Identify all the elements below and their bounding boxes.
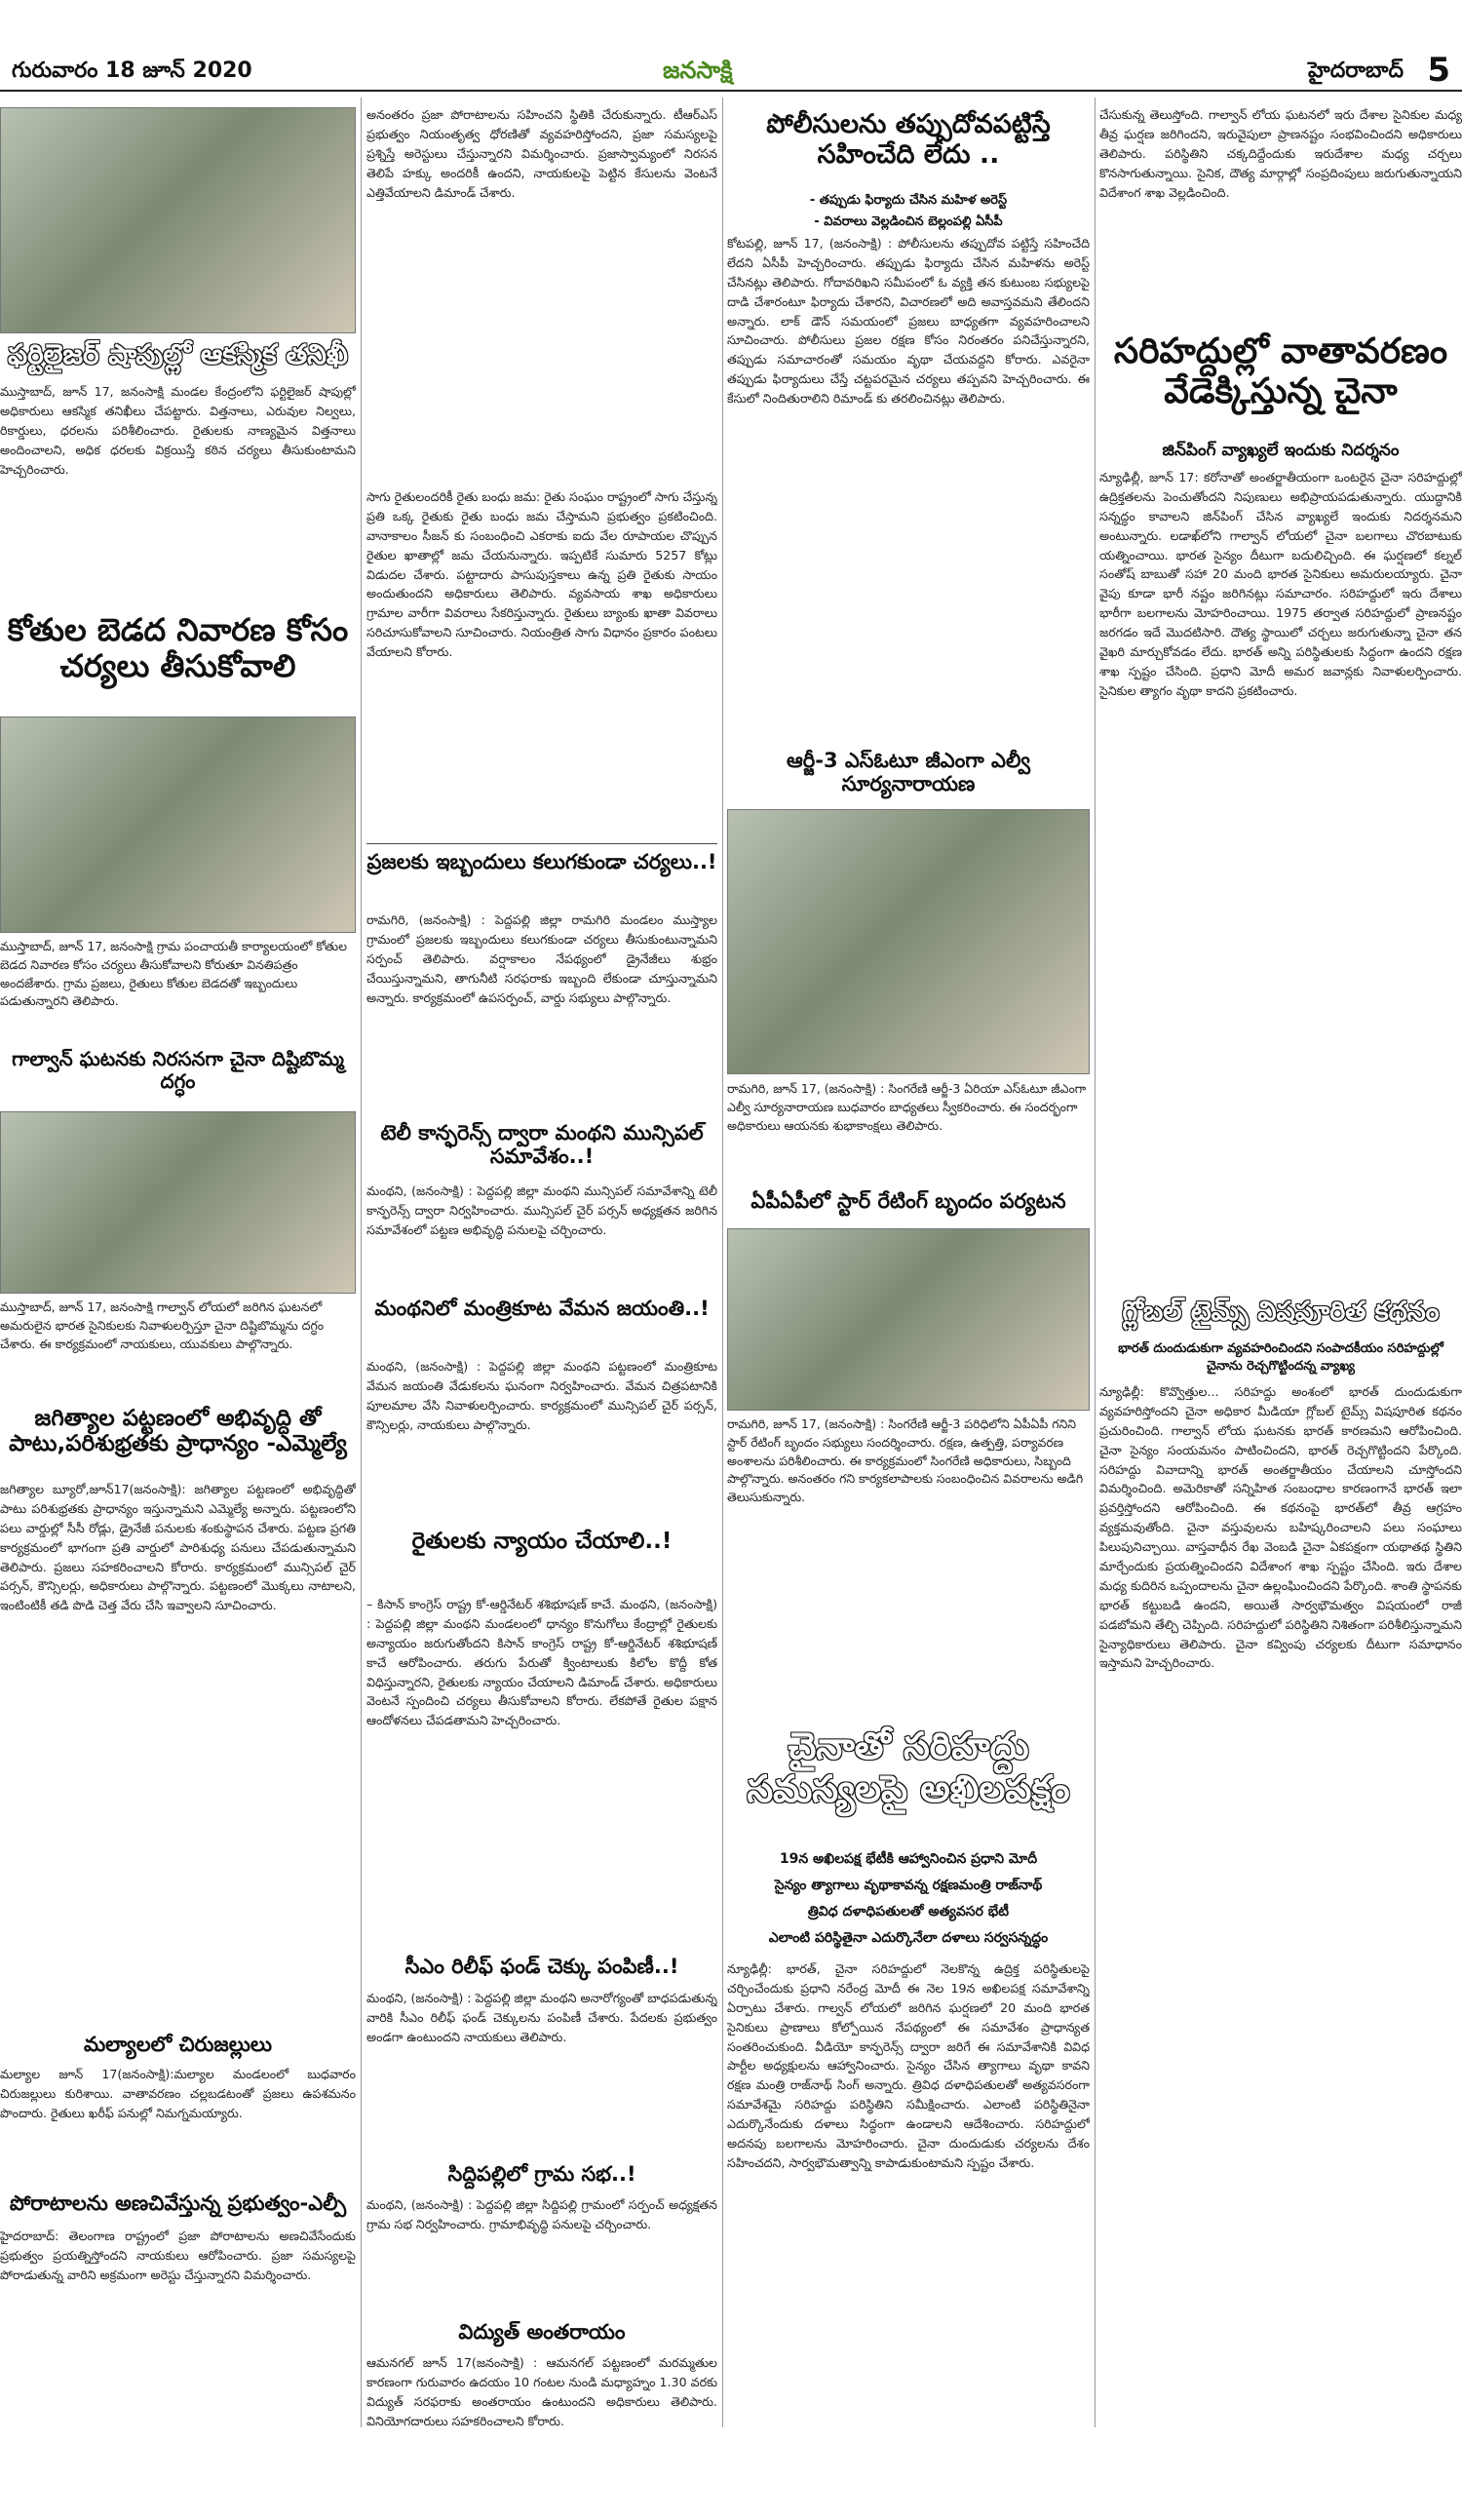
article-fertilizer: ముస్తాబాద్‌, జూన్‌ 17, జనంసాక్షి మండల కేంద్రంలోని ఫర్టిలైజర్ షాపుల్లో అధికారులు ఆకస్మిక తనిఖీలు చేపట్టారు. విత్తనాలు, ఎరువుల నిల్వలు, రికార్డులు, ధరలను పరిశీలించారు. రైతులకు నాణ్యమైన విత్తనాలు అందించాలని, అధిక ధరలకు విక్రయిస్తే కఠిన చర్యలు తీసుకుంటామని హెచ్చరించారు. (0, 384, 356, 477)
headline-vemana-jayanti: మంథనిలో మంత్రికూట వేమన జయంతి..! (374, 1297, 710, 1320)
page-number: 5 (1427, 51, 1450, 90)
headline-farmers-justice: రైతులకు న్యాయం చేయాలి..! (411, 1529, 673, 1554)
headline-jagityal: జగిత్యాల పట్టణంలో అభివృద్ది తో పాటు,పరిశుభ్రతకు ప్రాధాన్యం -ఎమ్మెల్యే (9, 1406, 347, 1457)
article-teleconference: మంథని, (జనంసాక్షి) : పెద్దపల్లి జిల్లా మంథని మున్సిపల్ సమావేశాన్ని టెలీ కాన్ఫరెన్స్ ద్వారా నిర్వహించారు. మున్సిపల్ చైర్ పర్సన్ అధ్యక్షతన జరిగిన సమావేశంలో పట్టణ అభివృద్ధి పనులపై చర్చించారు. (366, 1183, 717, 1237)
headline-cm-relief: సీఎం రిలీఫ్ ఫండ్ చెక్కు పంపిణీ..! (404, 1955, 679, 1978)
subhead-global-times: భారత్ దుందుడుకుగా వ్యవహరించిందని సంపాదకీయం సరిహద్దుల్లో చైనాను రెచ్చగొట్టిందన్న వ్యాఖ్య (1118, 1341, 1443, 1374)
edition-city: హైదరాబాద్ (1308, 58, 1404, 83)
headline-global-times: గ్లోబల్ టైమ్స్ విషపూరిత కథనం (1122, 1297, 1440, 1327)
subhead-allparty-2: సైన్యం త్యాగాలు వృథాకావన్న రక్షణమంత్రి రాజ్‌నాథ్ (774, 1878, 1043, 1893)
headline-rg3-gm: ఆర్జీ-3 ఎస్ఓటూ జీఎంగా ఎల్వీ సూర్యనారాయణ (787, 749, 1030, 796)
photo-star-rating-team (727, 1228, 1090, 1411)
headline-monkey-menace: కోతుల బెడద నివారణ కోసం చర్యలు తీసుకోవాలి (7, 611, 349, 684)
caption-star-rating: రామగిరి, జూన్ 17, (జనంసాక్షి) : సింగరేణి ఆర్జీ-3 పరిధిలోని ఏపీఏపీ గనిని స్టార్ రేటింగ్ బృందం సభ్యులు సందర్శించారు. రక్షణ, ఉత్పత్తి, పర్యావరణ అంశాలను పరిశీలించారు. ఈ కార్యక్రమంలో సింగరేణి అధికారులు, సిబ్బంది పాల్గొన్నారు. అనంతరం గని కార్యకలాపాలకు సంబంధించిన వివరాలను అడిగి తెలుసుకున్నారు. (727, 1416, 1084, 1504)
photo-gm-charge (727, 809, 1090, 1074)
subhead-jinping: జిన్‌పింగ్ వ్యాఖ్యలే ఇందుకు నిదర్శనం (1162, 441, 1400, 460)
article-police: కోటపల్లి, జూన్ 17, (జనంసాక్షి) : పోలీసులను తప్పుదోవ పట్టిస్తే సహించేది లేదని ఏసీపీ హెచ్చరించారు. తప్పుడు ఫిర్యాదు చేసిన మహిళను అరెస్ట్ చేసినట్లు తెలిపారు. గోదావరిఖని సమీపంలో ఓ వ్యక్తి తన కుటుంబ సభ్యులపై దాడి చేశారంటూ ఫిర్యాదు చేశారని, విచారణలో అది అవాస్తవమని తేలిందని అన్నారు. లాక్ డౌన్ సమయంలో ప్రజలు బాధ్యతగా వ్యవహరించాలని సూచించారు. పోలీసులు ప్రజల రక్షణ కోసం నిరంతరం పనిచేస్తున్నారని, తప్పుడు సమాచారంతో సమయం వృథా చేయవద్దని కోరారు. ఎవరైనా తప్పుడు ఫిర్యాదులు చేస్తే చట్టపరమైన చర్యలు తప్పవని హెచ్చరించారు. ఈ కేసులో నిందితురాలిని రిమాండ్ కు తరలించినట్లు తెలిపారు. (727, 236, 1090, 407)
headline-all-party-meet: చైనాతో సరిహద్దు సమస్యలపై అఖిలపక్షం (747, 1725, 1070, 1810)
caption-monkey: ముస్తాబాద్‌, జూన్‌ 17, జనంసాక్షి గ్రామ పంచాయతీ కార్యాలయంలో కోతుల బెడద నివారణ కోసం చర్యలు తీసుకోవాలని కోరుతూ వినతిపత్రం అందజేశారు. గ్రామ ప్రజలు, రైతులు కోతుల బెడదతో ఇబ్బందులు పడుతున్నారని తెలిపారు. (0, 939, 347, 1009)
article-jagityal: జగిత్యాల బ్యూరో,జూన్17(జనంసాక్షి): జగిత్యాల పట్టణంలో అభివృద్ధితో పాటు పరిశుభ్రతకు ప్రాధాన్యం ఇస్తున్నామని ఎమ్మెల్యే అన్నారు. పట్టణంలోని పలు వార్డుల్లో సీసీ రోడ్లు, డ్రైనేజీ పనులకు శంకుస్థాపన చేశారు. పట్టణ ప్రగతి కార్యక్రమంలో భాగంగా ప్రతి వార్డులో పారిశుధ్య పనులు చేపడుతున్నామని తెలిపారు. ప్రజలు సహకరించాలని కోరారు. కార్యక్రమంలో మున్సిపల్ చైర్ పర్సన్, కౌన్సిలర్లు, అధికారులు పాల్గొన్నారు. పట్టణంలో మొక్కలు నాటాలని, ఇంటింటికీ తడి పొడి చెత్త వేరు చేసి ఇవ్వాలని సూచించారు. (0, 1482, 356, 1613)
headline-public-measures: ప్రజలకు ఇబ్బందులు కలుగకుండా చర్యలు..! (366, 850, 717, 873)
article-farmers-justice: – కిసాన్ కాంగ్రెస్ రాష్ట్ర కో-ఆర్డినేటర్ శశిభూషణ్ కాచే. మంథని, (జనంసాక్షి) : పెద్దపల్లి జిల్లా మంథని మండలంలో ధాన్యం కొనుగోలు కేంద్రాల్లో రైతులకు అన్యాయం జరుగుతోందని కిసాన్ కాంగ్రెస్ రాష్ట్ర కో-ఆర్డినేటర్ శశిభూషణ్ కాచే ఆరోపించారు. తరుగు పేరుతో క్వింటాలుకు కిలోల కొద్దీ కోత విధిస్తున్నారని, రైతులకు న్యాయం చేయాలని డిమాండ్ చేశారు. అధికారులు వెంటనే స్పందించి చర్యలు తీసుకోవాలని కోరారు. లేకపోతే రైతుల పక్షాన ఆందోళనలు చేపడతామని హెచ్చరించారు. (366, 1597, 717, 1728)
article-continued-top: అనంతరం ప్రజా పోరాటాలను సహించని స్థితికి చేరుకున్నారు. టీఆర్ఎస్ ప్రభుత్వం నియంతృత్వ ధోరణితో వ్యవహరిస్తోందని, ప్రజా సమస్యలపై ప్రశ్నిస్తే అరెస్టులు చేస్తున్నారని విమర్శించారు. ప్రజాస్వామ్యంలో నిరసన తెలిపే హక్కు అందరికీ ఉందని, నాయకులపై పెట్టిన కేసులను వెంటనే ఎత్తివేయాలని డిమాండ్ చేశారు. (366, 107, 717, 200)
subhead-police-2: - వివరాలు వెల్లడించిన బెల్లంపల్లి ఏసీపీ (814, 214, 1003, 229)
photo-effigy-burning (0, 1111, 356, 1294)
headline-teleconference: టెలీ కాన్ఫరెన్స్ ద్వారా మంథని మున్సిపల్ సమావేశం..! (380, 1121, 704, 1169)
article-continued-border: చేసుకున్న తెలుస్తోంది. గాల్వాన్ లోయ ఘటనలో ఇరు దేశాల సైనికుల మధ్య తీవ్ర ఘర్షణ జరిగిందని, ఇరువైపులా ప్రాణనష్టం సంభవించిందని అధికారులు తెలిపారు. పరిస్థితిని చక్కదిద్దేందుకు ఇరుదేశాల మధ్య చర్చలు కొనసాగుతున్నాయి. సైనిక, దౌత్య మార్గాల్లో సంప్రదింపులు జరుగుతున్నాయని విదేశాంగ శాఖ వెల్లడించింది. (1099, 107, 1462, 200)
article-all-party: న్యూఢిల్లీ: భారత్, చైనా సరిహద్దులో నెలకొన్న ఉద్రిక్త పరిస్థితులపై చర్చించేందుకు ప్రధాని నరేంద్ర మోదీ ఈ నెల 19న అఖిలపక్ష సమావేశాన్ని ఏర్పాటు చేశారు. గాల్వన్ లోయలో జరిగిన ఘర్షణలో 20 మంది భారత సైనికులు ప్రాణాలు కోల్పోయిన నేపథ్యంలో ఈ సమావేశం ప్రాధాన్యత సంతరించుకుంది. వీడియో కాన్ఫరెన్స్ ద్వారా జరిగే ఈ సమావేశానికి వివిధ పార్టీల అధ్యక్షులను ఆహ్వానించారు. సైన్యం చేసిన త్యాగాలు వృథా కావని రక్షణ మంత్రి రాజ్‌నాథ్ సింగ్ అన్నారు. త్రివిధ దళాధిపతులతో అత్యవసరంగా సమావేశమై సరిహద్దు పరిస్థితిని సమీక్షించారు. ఎలాంటి పరిస్థితినైనా ఎదుర్కొనేందుకు దళాలు సిద్ధంగా ఉండాలని ఆదేశించారు. సరిహద్దులో అదనపు బలగాలను మోహరించారు. చైనా దుందుడుకు చర్యలను దేశం సహించదని, సార్వభౌమత్వాన్ని కాపాడుకుంటామని స్పష్టం చేశారు. (727, 1961, 1090, 2170)
subhead-police-1: - తప్పుడు ఫిర్యాదు చేసిన మహిళ అరెస్ట్ (809, 193, 1008, 208)
caption-gm: రామగిరి, జూన్ 17, (జనంసాక్షి) : సింగరేణి ఆర్జీ-3 ఏరియా ఎస్ఓటూ జీఎంగా ఎల్వీ సూర్యనారాయణ బుధవారం బాధ్యతలు స్వీకరించారు. ఈ సందర్భంగా అధికారులు ఆయనకు శుభాకాంక్షలు తెలిపారు. (727, 1081, 1087, 1133)
masthead-logo: జనసాక్షి (663, 57, 733, 84)
issue-date: గురువారం 18 జూన్ 2020 (12, 58, 252, 83)
article-malyal-rain: మల్యాల జూన్ 17(జనంసాక్షి):మల్యాల మండలంలో బుధవారం చిరుజల్లులు కురిశాయి. వాతావరణం చల్లబడటంతో ప్రజలు ఉపశమనం పొందారు. రైతులు ఖరీఫ్ పనుల్లో నిమగ్నమయ్యారు. (0, 2067, 356, 2120)
page-header (0, 0, 1462, 92)
photo-fertilizer-inspection (0, 107, 356, 333)
headline-power-outage: విద్యుత్ అంతరాయం (458, 2320, 626, 2344)
headline-star-rating: ఏపీఏపీలో స్టార్ రేటింగ్ బృందం పర్యటన (750, 1189, 1066, 1213)
article-protests-suppressed: హైదరాబాద్‌: తెలంగాణ రాష్ట్రంలో ప్రజా పోరాటాలను అణచివేసేందుకు ప్రభుత్వం ప్రయత్నిస్తోందని నాయకులు ఆరోపించారు. ప్రజా సమస్యలపై పోరాడుతున్న వారిని అక్రమంగా అరెస్టు చేస్తున్నారని విమర్శించారు. (0, 2229, 356, 2282)
article-vemana-jayanti: మంథని, (జనంసాక్షి) : పెద్దపల్లి జిల్లా మంథని పట్టణంలో మంత్రికూట వేమన జయంతి వేడుకలను ఘనంగా నిర్వహించారు. వేమన చిత్రపటానికి పూలమాల వేసి నివాళులర్పించారు. కార్యక్రమంలో మున్సిపల్ చైర్ పర్సన్, కౌన్సిలర్లు, నాయకులు పాల్గొన్నారు. (366, 1359, 717, 1432)
subhead-allparty-3: త్రివిధ దళాధిపతులతో అత్యవసర భేటీ (807, 1904, 1010, 1919)
article-china-border: న్యూఢిల్లీ, జూన్ 17: కరోనాతో అంతర్జాతీయంగా ఒంటరైన చైనా సరిహద్దుల్లో ఉద్రిక్తతలను పెంచుతోందని నిపుణులు అభిప్రాయపడుతున్నారు. యుద్ధానికి సన్నద్ధం కావాలని జిన్‌పింగ్ చేసిన వ్యాఖ్యలే ఇందుకు నిదర్శనమని అంటున్నారు. లడాఖ్‌లోని గాల్వాన్ లోయలో చైనా బలగాలు చొరబాటుకు యత్నించాయి. భారత సైన్యం దీటుగా బదులిచ్చింది. ఈ ఘర్షణలో కల్నల్ సంతోష్ బాబుతో సహా 20 మంది భారత సైనికులు అమరులయ్యారు. చైనా వైపు కూడా భారీ నష్టం జరిగినట్లు సమాచారం. సరిహద్దులో ఇరు దేశాలు భారీగా బలగాలను మోహరించాయి. 1975 తర్వాత సరిహద్దులో ప్రాణనష్టం జరగడం ఇదే మొదటిసారి. దౌత్య స్థాయిలో చర్చలు జరుగుతున్నా చైనా తన వైఖరి మార్చుకోవడం లేదు. భారత్ అన్ని పరిస్థితులకు సిద్ధంగా ఉందని రక్షణ శాఖ స్పష్టం చేసింది. ప్రధాని మోదీ అమర జవాన్లకు నివాళులర్పించారు. సైనికుల త్యాగం వృథా కాదని ప్రకటించారు. (1099, 470, 1462, 698)
headline-galwan-protest: గాల్వాన్ ఘటనకు నిరసనగా చైనా దిష్టిబొమ్మ దగ్ధం (12, 1047, 344, 1093)
article-public-measures: రామగిరి, (జనంసాక్షి) : పెద్దపల్లి జిల్లా రామగిరి మండలం ముస్త్యాల గ్రామంలో ప్రజలకు ఇబ్బందులు కలుగకుండా చర్యలు తీసుకుంటున్నామని సర్పంచ్ తెలిపారు. వర్షాకాలం నేపథ్యంలో డ్రైనేజీలు శుభ్రం చేయిస్తున్నామని, తాగునీటి సరఫరాకు ఇబ్బంది లేకుండా చూస్తున్నామని అన్నారు. కార్యక్రమంలో ఉపసర్పంచ్, వార్డు సభ్యులు పాల్గొన్నారు. (366, 912, 717, 1005)
headline-fertilizer: ఫర్టిలైజర్ షాపుల్లో ఆకస్మిక తనిఖీ (8, 338, 348, 370)
column-divider (722, 97, 723, 2427)
column-divider (1095, 97, 1096, 2427)
article-cm-relief: మంథని, (జనంసాక్షి) : పెద్దపల్లి జిల్లా మంథని అనారోగ్యంతో బాధపడుతున్న వారికి సీఎం రిలీఫ్ ఫండ్ చెక్కులను పంపిణీ చేశారు. పేదలకు ప్రభుత్వం అండగా ఉంటుందని నాయకులు తెలిపారు. (366, 1991, 717, 2044)
article-gram-sabha: మంథని, (జనంసాక్షి) : పెద్దపల్లి జిల్లా సిద్దిపల్లి గ్రామంలో సర్పంచ్ అధ్యక్షతన గ్రామ సభ నిర్వహించారు. గ్రామాభివృద్ధి పనులపై చర్చించారు. (366, 2197, 717, 2231)
headline-gram-sabha: సిద్దిపల్లిలో గ్రామ సభ..! (447, 2162, 636, 2186)
caption-galwan: ముస్తాబాద్‌, జూన్‌ 17, జనంసాక్షి గాల్వాన్ లోయలో జరిగిన ఘటనలో అమరులైన భారత సైనికులకు నివాళులర్పిస్తూ చైనా దిష్టిబొమ్మను దగ్ధం చేశారు. ఈ కార్యక్రమంలో నాయకులు, యువకులు పాల్గొన్నారు. (0, 1299, 325, 1351)
divider (366, 843, 717, 844)
article-rythu-bandhu: సాగు రైతులందరికీ రైతు బంధు జమ: రైతు సంఘం రాష్ట్రంలో సాగు చేస్తున్న ప్రతి ఒక్క రైతుకు రైతు బంధు జమ చేస్తామని ప్రభుత్వం ప్రకటించింది. వానాకాలం సీజన్ కు సంబంధించి ఎకరాకు ఐదు వేల రూపాయల చొప్పున రైతుల ఖాతాల్లో జమ చేయనున్నారు. ఇప్పటికే సుమారు 5257 కోట్లు విడుదల చేశారు. పట్టాదారు పాసుపుస్తకాలు ఉన్న ప్రతి రైతుకు సాయం అందుతుందని అధికారులు తెలిపారు. వ్యవసాయ శాఖ అధికారులు గ్రామాల వారీగా వివరాలు సేకరిస్తున్నారు. రైతులు బ్యాంకు ఖాతా వివరాలు సరిచూసుకోవాలని సూచించారు. నియంత్రిత సాగు విధానం ప్రకారం పంటలు వేయాలని కోరారు. (366, 489, 717, 660)
headline-malyal-rain: మల్యాలలో చిరుజల్లులు (83, 2033, 273, 2056)
article-power-outage: ఆమనగల్ జూన్ 17(జనంసాక్షి) : ఆమనగల్ పట్టణంలో మరమ్మతుల కారణంగా గురువారం ఉదయం 10 గంటల నుండి మధ్యాహ్నం 1.30 వరకు విద్యుత్ సరఫరాకు అంతరాయం ఉంటుందని అధికారులు తెలిపారు. వినియోగదారులు సహకరించాలని కోరారు. (366, 2355, 717, 2428)
photo-monkey-petition (0, 717, 356, 933)
article-global-times: న్యూఢిల్లీ: కొవ్వొత్తుల... సరిహద్దు అంశంలో భారత్ దుందుడుకుగా వ్యవహరిస్తోందని చైనా అధికార మీడియా గ్లోబల్ టైమ్స్ విషపూరిత కథనం ప్రచురించింది. గాల్వాన్ లోయ ఘటనకు భారత్ కారణమని ఆరోపించింది. చైనా సైన్యం సంయమనం పాటించిందని, భారత్ రెచ్చగొట్టిందని పేర్కొంది. సరిహద్దు వివాదాన్ని భారత్ అంతర్జాతీయం చేయాలని చూస్తోందని విమర్శించింది. అమెరికాతో సన్నిహిత సంబంధాల కారణంగానే భారత్ ఇలా ప్రవర్తిస్తోందని ఆరోపించింది. ఈ కథనంపై భారత్‌లో తీవ్ర ఆగ్రహం వ్యక్తమవుతోంది. చైనా వస్తువులను బహిష్కరించాలని పలు సంఘాలు పిలుపునిచ్చాయి. వాస్తవాధీన రేఖ వెంబడి చైనా ఏకపక్షంగా యథాతథ స్థితిని మార్చేందుకు ప్రయత్నించిందని విదేశాంగ శాఖ స్పష్టం చేసింది. ఇరు దేశాల మధ్య కుదిరిన ఒప్పందాలను చైనా ఉల్లంఘించిందని పేర్కొంది. శాంతి స్థాపనకు భారత్ కట్టుబడి ఉందని, అయితే సార్వభౌమత్వం విషయంలో రాజీ పడబోమని తేల్చి చెప్పింది. సరిహద్దులో పరిస్థితిని నిశితంగా పరిశీలిస్తున్నామని సైన్యాధికారులు తెలిపారు. చైనా కవ్వింపు చర్యలకు దీటుగా సమాధానం ఇస్తామని హెచ్చరించారు. (1099, 1384, 1462, 1671)
subhead-allparty-1: 19న అఖిలపక్ష భేటీకి ఆహ్వానించిన ప్రధాని మోదీ (779, 1851, 1038, 1867)
column-divider (361, 97, 362, 2427)
headline-police-misleading: పోలీసులను తప్పుదోవపట్టిస్తే సహించేది లేదు .. (766, 109, 1051, 171)
headline-protests-suppressed: పోరాటాలను అణచివేస్తున్న ప్రభుత్వం-ఎల్పీ (9, 2191, 347, 2215)
subhead-allparty-4: ఎలాంటి పరిస్థితైనా ఎదుర్కొనేలా దళాలు సర్వసన్నద్ధం (768, 1930, 1049, 1946)
headline-china-border-heat: సరిహద్దుల్లో వాతావరణం వేడెక్కిస్తున్న చైనా (1113, 331, 1448, 412)
